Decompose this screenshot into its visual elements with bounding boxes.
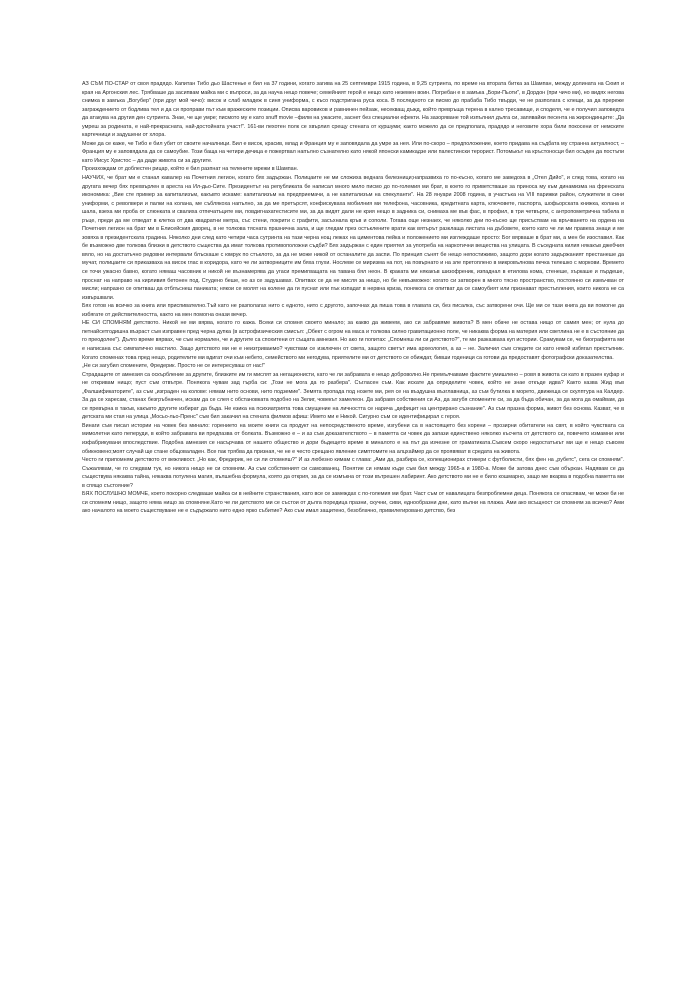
- paragraph-7: „Не си загубил спомените, Фредерик. Просто не се интересуваш от нас!": [82, 363, 265, 370]
- paragraph-8: Страдащите от амнезия са оскърбление за другите, близките им ги мислят за негационисти, като че ли забравата е нещо доброволно.Не премълчаваме фактите умишлено – ровя в живота си като в празен куфар и не откривам нищо; пуст съм отвътре. Понякога чувам зад гърба си: „Този не мога да го разбера". Съгласен съм. Как искате да определите човек, който не знае откъде идва? Както казва Жид във „Фалшификаторите", аз съм „изграден на колове: нямам нито основи, нито подземие". Земята пропада под нозете ми, рея се на въздушна възглавница, аз съм бутилка в морето, движеща се скулптура на Калдер. За да се харесам, станах безгръбначен, искам да се слея с обстановката подобно на Зелиг, човекът хамелеон. Да забравя собствения си Аз, да загубя спомените си, за да бъда обичан, за да мога да омайвам, да се превърна в такъв, какъвто другите избират да бъда. Не езика на психиатрията това смущение на личността се нарича „дефицит на центрирано съзнание". Аз съм празна форма, живот без основа. Казват, че в детската ми стая на улица „Мосьо-льо-Пренс" съм бил закачил на стената филмов афиш: Името ми е Никой. Сигурно съм се идентифицирал с героя.: [82, 371, 624, 421]
- paragraph-1: АЗ СЪМ ПО-СТАР от своя прадядо. Капитан Тибо дьо Шастенье е бил на 37 години, когато загива на 25 септември 1915 година, в 9,25 сутринта, по време на втората битка за Шампан, между долината на Сюип и края на Аргонския лес. Трябваше да засипвам майка ми с въпроси, за да науча нещо повече; семейният герой е нещо като неземен воин. Погребан е в замъка „Бори-Пьоти", в Дордон (при чичо ми), но видях негова снимка в замъка „Вогубер" (при друг мой чичо): висок и слаб младеж в синя униформа, с късо подстригана руса коса. В последното си писмо до прабаба Тибо твърди, че не разполага с клещи, за да пререже заграждението от бодлива тел и да си проправи път към вражеските позиции. Описва варовиков и равнинен пейзаж, несекващ дъжд, който превръща терена в кално тресавище, и споделя, че е получил заповедта да атакува на другия ден сутринта. Знае, че ще умре; писмото му е като snuff movie –филм на ужасите, заснет без специални ефекти. На зазоряване той изпълнил дълга си, запявайки песента на жирондинците: „Да умреш за родината, е най-прекрасната, най-достойната участ!". 161-ви пехотен полк се хвърлил срещу стената от куршуми; както можело да се предполага, прадядо и неговите хора били покосени от немските картечници и задушени от хлора.: [82, 81, 624, 139]
- paragraph-10: Често ги припомням детството от вежливост. „Но как, Фредерик, не си ли спомняш?" И аз любезно кимам с глава: „Ами да, разбира се, колекционирах стикери с футболисти, бях фен на „рубетс", сега си спомням". Съжалявам, че го следвам тук, но никога нищо не си спомням. Аз съм собственият си самозванец. Понятие си нямам къде съм бил между 1965-а и 1980-а. Може би затова днес съм объркан. Надявам се да съществува някаква тайна, някаква потулена магия, вълшебна формула, която да открия, за да се измъкна от този вътрешен лабиринт. Ако детството ми не е било кошмарно, защо ме вкарва в подобна паметта ми в спящо състояние?: [82, 457, 624, 489]
- paragraph-2: Може да се каже, че Тибо е бил убит от своите началници. Бил е висок, красив, млад и Франция му е заповядала да умре за нея. Или по-скоро – предположение, което придава на съдбата му странна актуалност, – Франция му е заповядала да се самоубие. Този баща на четири дечица е пожертвал напълно съзнателно като някой японски камикадзе или палестински терорист. Потомькът на кръстоносци бил осъден да постъпи като Иисус Христос – да даде живота си за другите.: [82, 140, 624, 164]
- paragraph-6: НЕ СИ СПОМНЯМ детството. Никой не ми вярва, когато го кажа. Всеки си спомня своето минало; за какво да живеем, ако си забравяме живота? В мен обаче не остава нищо от самия мен; от нула до петнайсетгодишна възраст съм изправен пред черна дупка (в астрофизическия смисъл: „Обект с огром на маса и толкова силно гравитационно поле, че никаква форма на материя или светлина не е в състояние да го преодолее"). Дълго време вярвах, че съм нормален, че и другите са спохитени от същата амнезия. Но ако ги попитах: „Спомняш ли си детството?", те ми разказваха куп истории. Срамувам се, че биографията ми е написана със симпатично мастило. Защо детството ми не е неизтриваемо? чувствам се изключен от света, защото светът има археология, а аз – не. Заличил съм следите си като някой избягал престъпник. Когато споменах това пред нещо, родителите ми вдигат очи към небето, семейството ми негодува, приятелите ми от детството се обиждат, бивши годеници са готови да предоставят фотографски доказателства.: [82, 320, 624, 361]
- paragraph-9: Винаги съм писал истории на човек без минало: горението на моите книги са продукт на непосредственото време, изгубени са в настоящето без корени – прозирни обитатели на свят, в който чувствата са мимолетни като пеперуди, в който забравата ви предпазва от болката. Възможно е – и аз съм доказателството – в паметта си човек да запази единствено няколко късчета от детството си, повечето измамни или изфабрикувани впоследствие. Подобна амнезия се насърчава от нашето общество и дори бъдещето време в миналото е на път да изчезне от граматиката.Съвсем скоро недостатъкът ми ще е нещо съвсем обикновено;моят случай ще стане общоваладен. Все пак трябва да призная, че не е често срещано явление симптомите на алцхаймер да се проявяват в средата на живота.: [82, 422, 624, 455]
- paragraph-11: БЯХ ПОСЛУШНО МОМЧЕ, което покорно следваше майка си в нейните странствания, като все се замеждах с по-големия ми брат. Част съм от навалицата безпроблемни деца. Понякога се опасявам, че може би не си спомням нищо, защото няма нищо за спомняне.Като че ли детството ми се състои от дълга поредица празни, скучни, сиви, еднообразни дни, като вълни на плажа. Ами ако всъщност си спомням за всичко? Ами ако началото на моето съществуване не е съдържало нито едно ярко събитие? Ако съм имал защитено, безоблачно, привилегировано детство, без: [82, 491, 624, 515]
- paragraph-5: Бях готов на всичко за книга или приспивателно.Тъй като не разполагах нито с едното, нито с другото, започнах да пиша това в главата си, без писалка, със затворени очи. Ще ми се тази книга да ви помогне да избягате от действителността, както на мен помогна онази вечер.: [82, 303, 624, 318]
- paragraph-3: Произхождам от доблестен рицар, който е бил разпнат на телените мрежи в Шампан.: [82, 166, 299, 173]
- paragraph-4: НАУЧИХ, че брат ми е станал кавалер на Почетния легион, когато бях задържан. Полицаите не ми сложиха веднага белезници;напразвиха го по-късно, когато ме заведоха в „Отел Дийо", и след това, когато на другата вечер бях прехвърлен в ареста на Ил-дьо-Сите. Президентът на републиката бе написал много мило писмо до по-големия ми брат, в което го приветстваше за приноса му към динамизма на френската икономика: „Вие сте пример за капитализъм, какъвто искаме: капитализъм на предприемачи, а не капитализъм на спекуланти". На 28 януари 2008 година, в участъка на VIII парижки район, служители в сини униформи, с револвери и палки на колана, ме съблякоха напълно, за да ме претърсят, конфискуваха мобилния ми телефона, часовника, кредитната карта, ключовете, паспорта, шофьорската книжка, колана и шала, взеха ми проба от слюнката и свалиха отпечатъците ми, повдигнахатестисите ми, за да видят дали не крия нещо в задника си, снимаха ме във фас, в профил, в три четвърти, с антропометрична табела в ръце, преди да ме отведат в клетка от два квадратни метра, със стени, покрити с графити, засъхнала кръв и сополи. Тогава още незнаех, че няколко дни по-късно ще присъствам на връчването на ордена на Почетния легион на брат ми в Елисейския дворец, в не толкова тясната празнична зала, и ще гледам през остъклените врати как вятърът разклаща листата на дъбовете, които като че ли ми правеха знаци и ме зовяха в президентската градина. Няколко дни след като четири часа сутринта на тази черна нощ лежах на циментова пейка и положението ми изглеждаше просто: Бог вярваше в брат ми, а мен бе изоставил. Как бе възможно две толкова близки в детството същества да имат толкова противоположни съдби? Бях задържан с един приятел за употреба на наркотични вещества на улицата. В съседната килия някакъв джебчия вяло, но на достатъчно редовни интервали блъскаше с юмрук по стъклото, за да не може никой от останалите да заспи. По принцип сънят бе нещо непостижимо, защото дори когато задържаният престанеше да мучат, полицаите си приказваха на висок глас в коридора, като че ли затворниците им бяха глухи. Нослеве се миризма на пот, на повърнато и на зле претоплено в микровълнова печка телешко с моркови. Времето се точи ужасно бавно, когато нямаш часовник и никой не възнамерява да угаси премигващата на тавана бял неон. В краката ми някакъв шизофреник, изпаднал в етилова кома, стенеше, хъркаше и пърдеше, проснат на направо на кирливия бетонен под. Студено беше, но аз се задушавах. Опитвах се да не мисля за нищо, но бе невъзможно: когато си затворен в много тясно пространство, постоянно си измъчван от мисли; напразно се опитваш да отблъснеш паниката; някои се молят на колене да ги пуснат или пък изпадат в нервна криза, понякога се опитват да се самоубият или признават престъпления, които никога не са извършвали.: [82, 175, 624, 301]
- document-page: [82, 80, 624, 516]
